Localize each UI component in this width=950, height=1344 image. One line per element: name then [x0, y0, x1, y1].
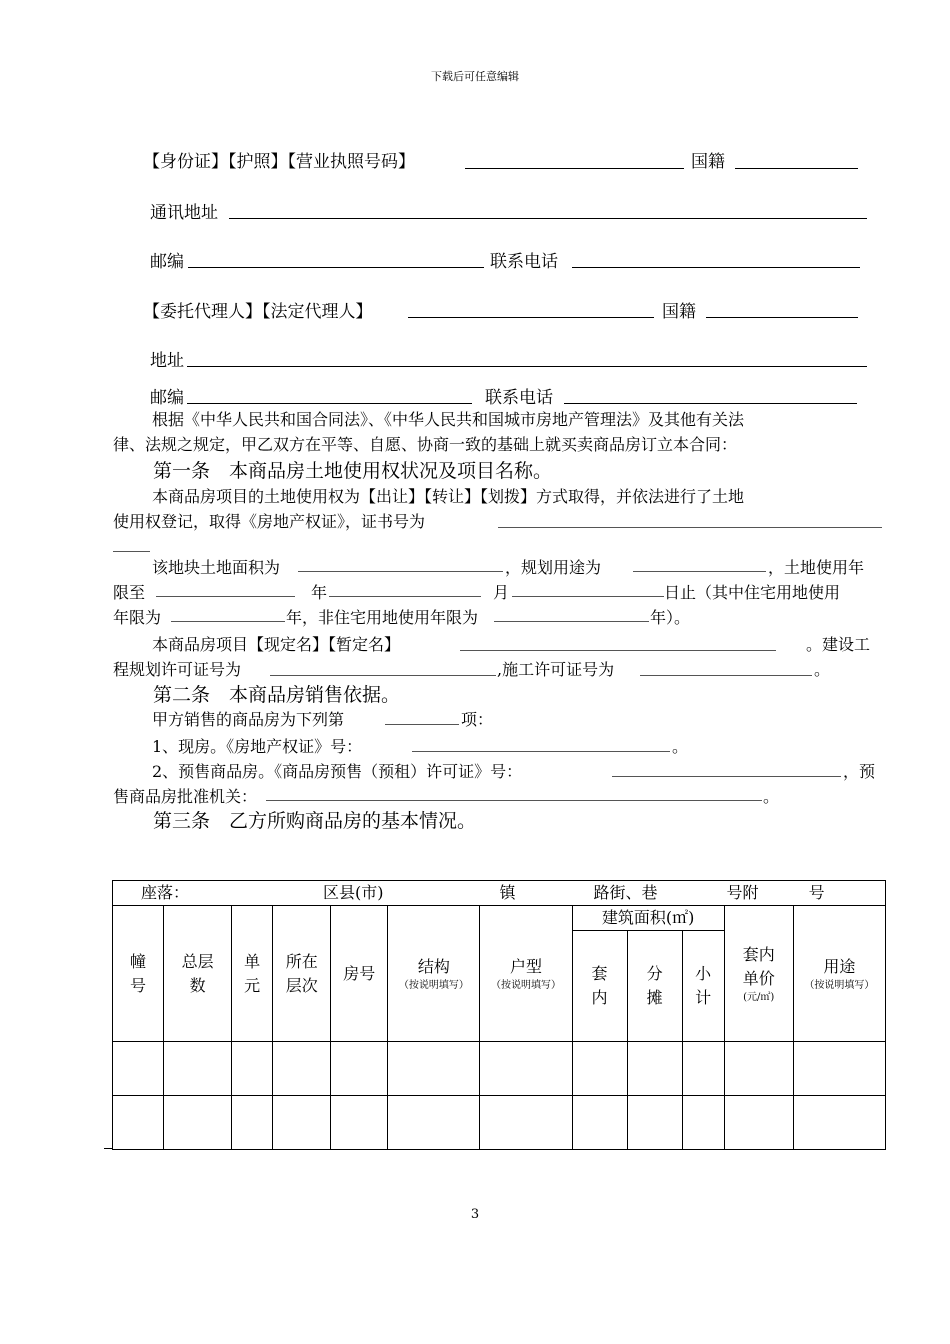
header-note: 下载后可任意编辑: [431, 70, 519, 83]
existing-house-end: 。: [672, 737, 689, 756]
approval-authority-label: 售商品房批准机关：: [113, 787, 258, 806]
col-room: 房号: [331, 906, 388, 1042]
certificate-number-field-cont[interactable]: [113, 551, 150, 552]
cell[interactable]: [627, 1042, 682, 1096]
phone-field[interactable]: [572, 267, 860, 268]
district-label: 区县(市): [323, 883, 384, 902]
preamble-line-2: 律、法规之规定，甲乙双方在平等、自愿、协商一致的基础上就买卖商品房订立本合同：: [113, 435, 738, 454]
term-close-label: 年）。: [650, 608, 691, 627]
house-no-label: 号附: [726, 883, 759, 902]
cell[interactable]: [232, 1096, 273, 1150]
col-area-inner: 套 内: [572, 931, 627, 1042]
article-3-title: 第三条 乙方所购商品房的基本情况。: [153, 810, 477, 832]
cell[interactable]: [331, 1096, 388, 1150]
cell[interactable]: [113, 1042, 164, 1096]
month-label: 月: [493, 583, 510, 602]
road-label: 路街、巷: [593, 883, 658, 902]
sales-basis-item-field[interactable]: [385, 724, 459, 725]
existing-house-cert-field[interactable]: [412, 751, 670, 752]
presale-permit-field[interactable]: [612, 776, 841, 777]
cell[interactable]: [113, 1096, 164, 1150]
cell[interactable]: [331, 1042, 388, 1096]
article-1-p1-line-2: 使用权登记，取得《房地产权证》，证书号为: [113, 512, 426, 531]
term-until-label: 限至: [113, 583, 146, 602]
existing-house-label: 1、现房。《房地产权证》号：: [152, 737, 363, 756]
term-end-label: 日止（其中住宅用地使用: [664, 583, 841, 602]
col-usage: 用途 （按说明填写）: [793, 906, 885, 1042]
planned-use-label: ，规划用途为: [505, 558, 602, 577]
agent-nationality-label: 国籍: [662, 302, 696, 322]
phone-label: 联系电话: [490, 252, 558, 272]
cell[interactable]: [388, 1042, 480, 1096]
id-number-field[interactable]: [465, 168, 684, 169]
col-unit-price: 套内 单价 (元/㎡): [724, 906, 793, 1042]
cell[interactable]: [388, 1096, 480, 1150]
sales-basis-label: 甲方销售的商品房为下列第: [152, 710, 345, 729]
term-month-field[interactable]: [329, 596, 481, 597]
non-residential-term-field[interactable]: [494, 621, 649, 622]
town-label: 镇: [499, 883, 516, 902]
project-name-label: 本商品房项目【现定名】【暂定名】: [152, 635, 401, 654]
address-cell: [113, 881, 886, 906]
term-year-field[interactable]: [156, 596, 295, 597]
article-1-title: 第一条 本商品房土地使用权状况及项目名称。: [153, 460, 553, 482]
presale-label: 2、预售商品房。《商品房预售（预租）许可证》号：: [152, 762, 523, 781]
residential-term-field[interactable]: [171, 621, 285, 622]
presale-end: ，预: [843, 762, 876, 781]
nationality-label: 国籍: [691, 152, 725, 172]
address-row: [113, 881, 886, 906]
project-name-field[interactable]: [460, 650, 776, 651]
cell[interactable]: [273, 1096, 331, 1150]
postcode-label: 邮编: [150, 252, 184, 272]
id-type-label: 【身份证】【护照】【营业执照号码】: [143, 152, 415, 172]
agent-address-label: 地址: [150, 351, 184, 371]
construction-permit-label: ,施工许可证号为: [497, 660, 615, 679]
period-mark: 。: [814, 660, 831, 679]
col-area-shared: 分 摊: [627, 931, 682, 1042]
cell[interactable]: [724, 1042, 793, 1096]
construction-permit-field[interactable]: [640, 675, 812, 676]
cell[interactable]: [682, 1042, 724, 1096]
col-layout: 户型 （按说明填写）: [480, 906, 572, 1042]
col-area-subtotal: 小 计: [682, 931, 724, 1042]
agent-postcode-label: 邮编: [150, 388, 184, 408]
article-1-p1-line-1: 本商品房项目的土地使用权为【出让】【转让】【划拨】方式取得，并依法进行了土地: [152, 487, 745, 506]
cell[interactable]: [273, 1042, 331, 1096]
land-term-label: ，土地使用年: [768, 558, 865, 577]
nationality-field[interactable]: [735, 168, 858, 169]
cell[interactable]: [164, 1096, 232, 1150]
approval-authority-end: 。: [763, 787, 780, 806]
planning-permit-field[interactable]: [270, 675, 496, 676]
cell[interactable]: [724, 1096, 793, 1150]
agent-nationality-field[interactable]: [706, 317, 858, 318]
planned-use-field[interactable]: [633, 571, 766, 572]
property-table: [112, 880, 886, 1150]
col-floors: 总层 数: [164, 906, 232, 1042]
table-edge-stub: [104, 1148, 113, 1149]
term-day-field[interactable]: [512, 596, 664, 597]
certificate-number-field[interactable]: [498, 527, 882, 528]
agent-name-field[interactable]: [408, 317, 654, 318]
col-area: 建筑面积(㎡): [572, 906, 724, 931]
location-label: 座落：: [141, 883, 190, 902]
preamble-line-1: 根据《中华人民共和国合同法》、《中华人民共和国城市房地产管理法》及其他有关法: [152, 410, 745, 429]
agent-role-label: 【委托代理人】【法定代理人】: [143, 302, 373, 322]
planning-permit-label: 程规划许可证号为: [113, 660, 242, 679]
page-number: 3: [470, 1207, 480, 1222]
postcode-field[interactable]: [188, 267, 484, 268]
col-unit: 单 元: [232, 906, 273, 1042]
land-area-field[interactable]: [298, 571, 503, 572]
non-residential-term-label: 年，非住宅用地使用年限为: [286, 608, 479, 627]
cell[interactable]: [793, 1096, 885, 1150]
cell[interactable]: [480, 1042, 572, 1096]
agent-phone-label: 联系电话: [485, 388, 553, 408]
header-row-1: [113, 906, 886, 931]
cell[interactable]: [682, 1096, 724, 1150]
cell[interactable]: [572, 1042, 627, 1096]
sales-basis-item-label: 项：: [461, 710, 494, 729]
agent-phone-field[interactable]: [564, 403, 857, 404]
col-structure: 结构 （按说明填写）: [388, 906, 480, 1042]
table-row: [113, 1096, 886, 1150]
year-label: 年: [311, 583, 328, 602]
address-label: 通讯地址: [150, 203, 218, 223]
article-2-title: 第二条 本商品房销售依据。: [153, 684, 401, 706]
construction-label: 。建设工: [806, 635, 871, 654]
cell[interactable]: [572, 1096, 627, 1150]
table-row: [113, 1042, 886, 1096]
cell[interactable]: [480, 1096, 572, 1150]
col-level: 所在 层次: [273, 906, 331, 1042]
land-area-label: 该地块土地面积为: [152, 558, 281, 577]
cell[interactable]: [627, 1096, 682, 1150]
approval-authority-field[interactable]: [266, 800, 762, 801]
agent-address-field[interactable]: [187, 366, 867, 367]
col-building: 幢 号: [113, 906, 164, 1042]
agent-postcode-field[interactable]: [187, 403, 472, 404]
cell[interactable]: [164, 1042, 232, 1096]
cell[interactable]: [232, 1042, 273, 1096]
no-label: 号: [808, 883, 825, 902]
residential-term-label: 年限为: [113, 608, 162, 627]
address-field[interactable]: [229, 218, 867, 219]
cell[interactable]: [793, 1042, 885, 1096]
